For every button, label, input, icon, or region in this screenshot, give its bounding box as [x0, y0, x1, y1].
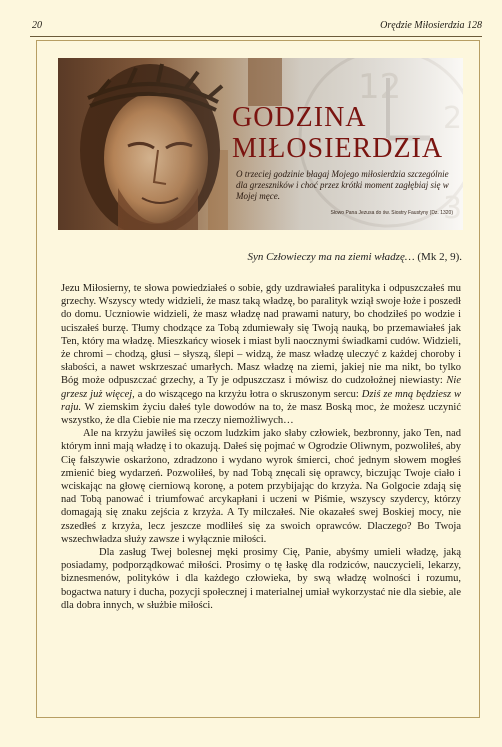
page-number: 20: [32, 20, 42, 31]
paragraph-1-text-c: W ziemskim życiu dałeś tyle dowodów na to, że masz Boską moc, że możesz uczynić wszystko, że dla Ciebie nie ma rzeczy niemożliwych…: [61, 401, 461, 427]
article-body: [61, 282, 461, 612]
scripture-reference: (Mk 2, 9).: [417, 251, 462, 263]
scripture-citation: [248, 251, 463, 263]
paragraph-3: Dla zasług Twej bolesnej męki prosimy Cię, Panie, abyśmy umieli władzę, jaką posiadamy, podporządkować miłości. Prosimy o tę łaskę dla rodziców, nauczycieli, lekarzy, biznesmenów, polityków i dla każdego człowieka, by swą władzę wolności i rozumu, bogactwa natury i ducha, pozycji społecznej i materialnej umiał wykorzystać nie dla siebie, ale dla dobra innych, w służbie miłości.: [61, 547, 461, 611]
banner-title: [232, 102, 443, 164]
paragraph-1: [61, 282, 461, 427]
paragraph-1-quote-2: Dziś ze mną będziesz w raju.: [61, 388, 461, 413]
banner-title-line-1: GODZINA: [232, 102, 367, 133]
paragraph-1-text-a: Jezu Miłosierny, te słowa powiedziałeś o sobie, gdy uzdrawiałeś paralityka i odpuszczałeś mu grzechy. Wszyscy wtedy widzieli, że masz taką władzę, bo paralityk wziął swoje łoże i poszedł do domu. Uczniowie widzieli, że masz władzę nad prawami natury, bo chodziłeś po wodzie i uciszałeś burzę. Tłumy chodzące za Tobą zdumiewały się Twoją nauką, bo przemawiałeś jak Ten, który ma władzę. Mieszkańcy wiosek i miast byli naocznymi świadkami cudów. Widzieli, że chromi – chodzą, głusi – słyszą, ślepi – widzą, że masz władzę uleczyć z każdej choroby i słabości, a nawet wskrzeszać umarłych. Masz władzę na ziemi, jakiej nie ma nikt, bo tylko Bóg może odpuszczać grzechy, a Ty je odpuszczasz i mówisz do cudzołożnej niewiasty:: [61, 283, 462, 387]
paragraph-1-text-b: a do wiszącego na krzyżu łotra o skruszonym sercu:: [134, 388, 362, 400]
banner-quote: O trzeciej godzinie błagaj Mojego miłosierdzia szczególnie dla grzeszników i choć przez krótki moment zagłębiaj się w Mojej męce.: [236, 169, 449, 201]
header-banner: [58, 58, 463, 230]
page-header: [30, 18, 482, 37]
banner-title-line-2: MIŁOSIERDZIA: [232, 133, 444, 164]
paragraph-2: Ale na krzyżu jawiłeś się oczom ludzkim jako słaby człowiek, bezbronny, jako Ten, nad którym inni mają władzę i to okazują. Dałeś się pojmać w Ogrodzie Oliwnym, pozwoliłeś, aby Cię fałszywie oskarżono, zdradzono i wydano wyrok śmierci, choć jednym słowem mogłeś zmienić bieg wydarzeń. Pozwoliłeś, by nad Tobą znęcali się oprawcy, biczując Twoje ciało i wciskając na głowę cierniową koronę, a potem przybijając do krzyża. Na Golgocie zdają się nad Tobą panować i triumfować arcykapłani i uczeni w Piśmie, wszyscy szydercy, którzy domagają się znaku zejścia z krzyża. A Ty milczałeś. Nie okazałeś swej Boskiej mocy, nie zszedłeś z krzyża, lecz jeszcze modliłeś się za swoich oprawców. Dlaczego? Bo Twoja wszechwładza służy zawsze i wyłącznie miłości.: [61, 428, 461, 545]
paragraph-1-quote-1: Nie grzesz już więcej,: [61, 375, 461, 400]
publication-title: Orędzie Miłosierdzia 128: [380, 20, 482, 31]
scripture-quote: Syn Człowieczy ma na ziemi władzę…: [247, 251, 415, 263]
banner-source: Słowo Pana Jezusa do św. Siostry Faustyny (Dz. 1320): [330, 210, 453, 216]
